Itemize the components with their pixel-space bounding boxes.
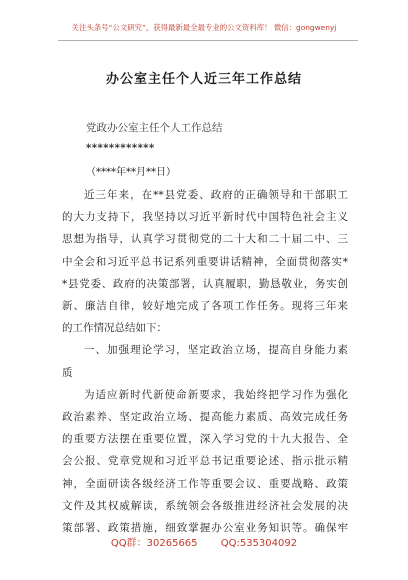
header-banner: 关注头条号“公文研究”，获得最新最全最专业的公文资料库！ 微信：gongwenyj bbox=[71, 23, 337, 32]
footer-qq-group: QQ群：30265665 bbox=[110, 538, 198, 549]
section-heading: 质 bbox=[62, 366, 73, 379]
body-line: 近三年来，在**县党委、政府的正确领导和干部职工 bbox=[84, 189, 348, 201]
footer-qq-number: QQ:535304092 bbox=[220, 538, 298, 549]
body-line: 的重要方法摆在重要位置，深入学习党的十九大报告、全 bbox=[62, 433, 348, 446]
body-line: 为适应新时代新使命新要求，我始终把学习作为强化 bbox=[84, 388, 348, 401]
body-line: 思想为指导，认真学习贯彻党的二十大和二十届二中、三 bbox=[62, 233, 348, 246]
document-subtitle: 党政办公室主任个人工作总结 bbox=[86, 122, 223, 134]
document-body bbox=[62, 184, 348, 539]
header-divider bbox=[58, 40, 358, 41]
body-line: 神，全面研读各级经济工作等重要会议、重要战略、政策 bbox=[62, 477, 348, 490]
body-line: 文件及其权威解读，系统领会各级推进经济社会发展的决 bbox=[62, 499, 348, 512]
body-line: 中全会和习近平总书记系列重要讲话精神，全面贯彻落实* bbox=[62, 255, 348, 268]
body-line: 的大力支持下，我坚持以习近平新时代中国特色社会主义 bbox=[62, 211, 348, 224]
body-line: 策部署、政策措施，细致掌握办公室业务知识等。确保牢 bbox=[62, 522, 348, 535]
date-placeholder: （****年**月**日） bbox=[86, 167, 176, 178]
section-heading: 一、加强理论学习，坚定政治立场，提高自身能力素 bbox=[84, 344, 348, 357]
body-line: 的工作情况总结如下： bbox=[62, 322, 167, 335]
document-title: 办公室主任个人近三年工作总结 bbox=[105, 72, 302, 87]
body-line: 新、廉洁自律，较好地完成了各项工作任务。现将三年来 bbox=[62, 300, 348, 313]
body-line: 会公报、党章党规和习近平总书记重要论述、指示批示精 bbox=[62, 455, 348, 468]
body-line: *县党委、政府的决策部署，认真履职，勤恳敬业，务实创 bbox=[62, 277, 348, 290]
body-line: 政治素养、坚定政治立场、提高能力素质、高效完成任务 bbox=[62, 411, 348, 424]
author-placeholder: ************ bbox=[86, 143, 155, 154]
footer-contact bbox=[0, 534, 408, 549]
